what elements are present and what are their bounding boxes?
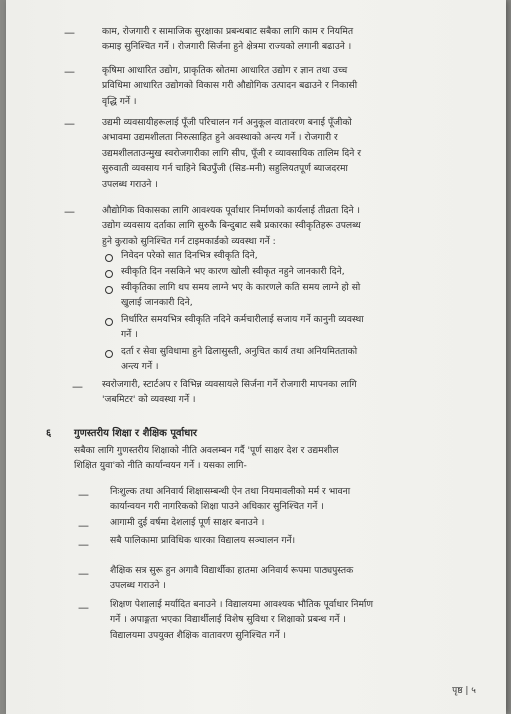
bullet-dash: — xyxy=(78,567,88,580)
text-line: निवेदन परेको सात दिनभित्र स्वीकृति दिने, xyxy=(121,250,258,261)
text-line: शिक्षित युवा'को नीति कार्यान्वयन गर्ने । यसका लागि- xyxy=(74,460,247,472)
circle-bullet-icon xyxy=(105,350,113,358)
text-line: स्वरोजगारी, स्टार्टअप र विभिन्न व्यवसायले सिर्जना गर्ने रोजगारी मापनका लागि xyxy=(102,379,357,390)
bullet-text xyxy=(110,597,373,643)
text-line: उपलब्ध गराउने । xyxy=(110,580,166,592)
text-line: विद्यालयमा उपयुक्त शैक्षिक वातावरण सुनिश्चित गर्ने । xyxy=(110,629,287,641)
circle-bullet-icon xyxy=(105,318,113,326)
text-line: शैक्षिक सत्र सुरू हुन अगावै विद्यार्थीका हातमा अनिवार्य रूपमा पाठ्यपुस्तक xyxy=(110,565,354,576)
text-line: उद्यमशीलताउन्मुख स्वरोजगारीका लागि सीप, पूँजी र व्यावसायिक तालिम दिने र xyxy=(102,147,362,159)
sub-bullet-text xyxy=(121,264,345,279)
text-line: शिक्षण पेशालाई मर्यादित बनाउने । विद्यालयमा आवश्यक भौतिक पूर्वाधार निर्माण xyxy=(110,599,374,610)
text-line: उद्योग व्यवसाय दर्ताका लागि सुरुकै बिन्दुबाट सबै प्रकारका स्वीकृतिहरू उपलब्ध xyxy=(102,220,361,232)
circle-bullet-icon xyxy=(105,254,113,262)
circle-bullet-icon xyxy=(105,286,113,294)
bullet-text xyxy=(110,484,350,515)
bullet-text xyxy=(110,533,295,548)
bullet-dash: — xyxy=(78,488,88,501)
bullet-dash: — xyxy=(78,538,88,551)
page-number: पृष्ठ | ५ xyxy=(452,686,476,696)
text-line: प्रविधिमा आधारित उद्योगको विकास गरी औद्योगिक उत्पादन बढाउने र निकासी xyxy=(102,80,358,92)
bullet-text xyxy=(102,377,357,408)
text-line: स्वीकृतिका लागि थप समय लाग्ने भए के कारणले कति समय लाग्ने हो सो xyxy=(121,282,361,293)
text-line: सबै पालिकामा प्राविधिक धारका विद्यालय सञ्चालन गर्ने। xyxy=(110,535,296,546)
text-line: स्वीकृति दिन नसकिने भए कारण खोली स्वीकृत नहुने जानकारी दिने, xyxy=(121,266,345,277)
sub-bullet-text xyxy=(121,344,357,375)
bullet-text xyxy=(110,563,353,594)
text-line: अभावमा उद्यमशीलता निरुत्साहित हुने अवस्थाको अन्त्य गर्ने । रोजगारी र xyxy=(102,132,338,144)
bullet-text xyxy=(110,515,264,530)
sub-bullet-text xyxy=(121,280,360,311)
text-line: वृद्धि गर्ने । xyxy=(102,95,137,107)
text-line: निःशुल्क तथा अनिवार्य शिक्षासम्बन्धी ऐन तथा नियमावलीको मर्म र भावना xyxy=(110,486,351,497)
text-line: दर्ता र सेवा सुविधामा हुने ढिलासुस्ती, अनुचित कार्य तथा अनियमितताको xyxy=(121,346,358,357)
text-line: निर्धारित समयभित्र स्वीकृति नदिने कर्मचारीलाई सजाय गर्ने कानुनी व्यवस्था xyxy=(121,314,364,325)
text-line: आगामी दुई वर्षमा देशलाई पूर्ण साक्षर बनाउने । xyxy=(110,517,265,528)
text-line: गर्ने । अपाङ्गता भएका विद्यार्थीलाई विशेष सुविधा र शिक्षाको प्रबन्ध गर्ने । xyxy=(110,614,346,626)
text-line: उपलब्ध गराउने । xyxy=(102,178,158,190)
bullet-dash: — xyxy=(64,65,74,78)
bullet-dash: — xyxy=(78,601,88,614)
sub-bullet-text xyxy=(121,312,364,343)
text-line: अन्त्य गर्ने । xyxy=(121,361,159,373)
text-line: खुलाई जानकारी दिने, xyxy=(121,297,193,309)
bullet-dash: — xyxy=(78,519,88,532)
bullet-dash: — xyxy=(72,380,82,393)
text-line: हुने कुराको सुनिश्चित गर्न टाइमकार्डको व्यवस्था गर्ने : xyxy=(102,235,276,247)
circle-bullet-icon xyxy=(105,270,113,278)
text-line: कृषिमा आधारित उद्योग, प्राकृतिक स्रोतमा आधारित उद्योग र ज्ञान तथा उच्च xyxy=(102,65,348,76)
document-page xyxy=(6,0,506,714)
section-title: गुणस्तरीय शिक्षा र शैक्षिक पूर्वाधार xyxy=(74,428,197,439)
text-line: 'जबमिटर' को व्यवस्था गर्ने । xyxy=(102,394,196,406)
text-line: औद्योगिक विकासका लागि आवश्यक पूर्वाधार निर्माणको कार्यलाई तीव्रता दिने । xyxy=(102,205,360,216)
text-line: गर्ने । xyxy=(121,329,138,341)
text-line: कार्यान्वयन गरी नागरिकको शिक्षा पाउने अधिकार सुनिश्चित गर्ने । xyxy=(110,501,324,513)
bullet-dash: — xyxy=(64,117,74,130)
section-number: ६ xyxy=(46,428,52,439)
bullet-dash: — xyxy=(64,205,74,218)
text-line: उद्यमी व्यवसायीहरूलाई पूँजी परिचालन गर्न अनुकूल वातावरण बनाई पूँजीको xyxy=(102,117,352,128)
bullet-text xyxy=(102,115,361,192)
text-line: कमाइ सुनिश्चित गर्ने । रोजगारी सिर्जना हुने क्षेत्रमा राज्यको लगानी बढाउने । xyxy=(102,41,352,53)
bullet-dash: — xyxy=(64,26,74,39)
text-line: सुरुवाती व्यवसाय गर्न चाहिने बिउपुँजी (सिड-मनी) सहुलियतपूर्ण ब्याजदरमा xyxy=(102,163,348,175)
text-line: काम, रोजगारी र सामाजिक सुरक्षाका प्रबन्धबाट सबैका लागि काम र नियमित xyxy=(102,26,354,37)
section-intro xyxy=(74,443,339,474)
text-line: सबैका लागि गुणस्तरीय शिक्षाको नीति अवलम्बन गर्दै 'पूर्ण साक्षर देश र उद्यमशील xyxy=(74,445,339,456)
bullet-text xyxy=(102,24,353,55)
bullet-text xyxy=(102,203,361,249)
bullet-text xyxy=(102,63,357,109)
sub-bullet-text xyxy=(121,248,258,263)
